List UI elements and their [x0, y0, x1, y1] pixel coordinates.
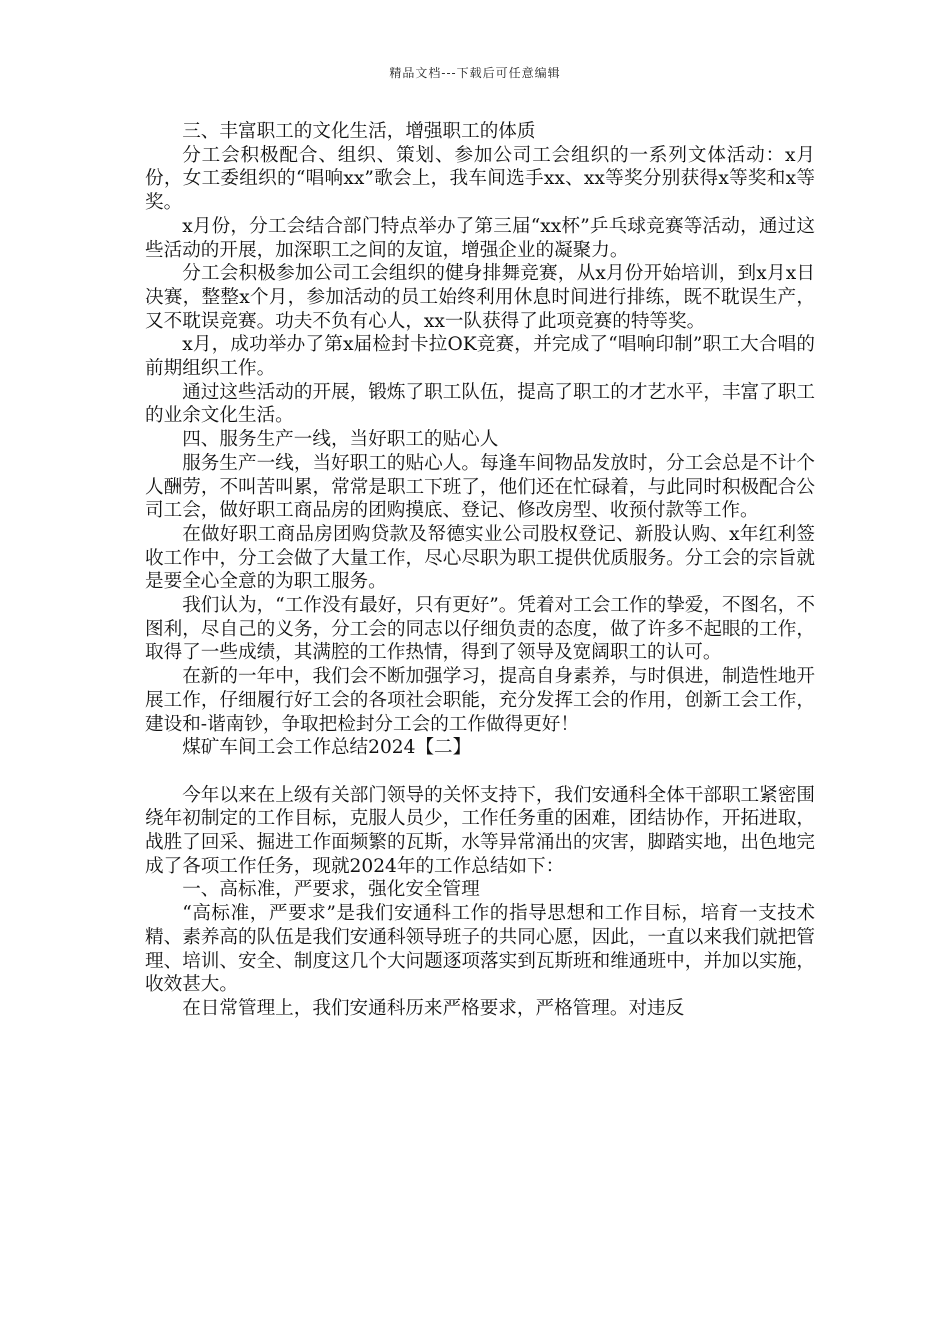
paragraph: “高标准，严要求”是我们安通科工作的指导思想和工作目标，培育一支技术精、素养高的队伍是我们安通科领导班子的共同心愿，因此，一直以来我们就把管理、培训、安全、制度这几个大问题逐项落实到瓦斯班和维通班中，并加以实施，收效甚大。 — [145, 903, 815, 996]
blank-line — [145, 760, 815, 784]
paragraph: 在新的一年中，我们会不断加强学习，提高自身素养，与时俱进，制造性地开展工作，仔细履行好工会的各项社会职能，充分发挥工会的作用，创新工会工作，建设和-谐南钞，争取把检封分工会的工作做得更好！ — [145, 666, 815, 735]
paragraph: 通过这些活动的开展，锻炼了职工队伍，提高了职工的才艺水平，丰富了职工的业余文化生活。 — [145, 381, 815, 427]
paragraph: x月份，分工会结合部门特点举办了第三届“xx杯”乒乓球竞赛等活动，通过这些活动的开展，加深职工之间的友谊，增强企业的凝聚力。 — [145, 215, 815, 261]
section-heading-4: 四、服务生产一线，当好职工的贴心人 — [182, 429, 499, 451]
paragraph: 我们认为，“工作没有最好，只有更好”。凭着对工会工作的挚爱，不图名，不图利，尽自己的义务，分工会的同志以仔细负责的态度，做了许多不起眼的工作，取得了一些成绩，其满腔的工作热情，得到了领导及宽阔职工的认可。 — [145, 595, 815, 664]
document-body — [145, 120, 815, 1021]
paragraph: 服务生产一线，当好职工的贴心人。每逢车间物品发放时，分工会总是不计个人酬劳，不叫苦叫累，常常是职工下班了，他们还在忙碌着，与此同时积极配合公司工会，做好职工商品房的团购摸底、登记、修改房型、收预付款等工作。 — [145, 452, 815, 522]
page-header: 精品文档---下载后可任意编辑 — [389, 66, 561, 80]
paragraph: 分工会积极配合、组织、策划、参加公司工会组织的一系列文体活动：x月份，女工委组织的“唱响xx”歌会上，我车间选手xx、xx等奖分别获得x等奖和x等奖。 — [145, 144, 815, 214]
paragraph: 在做好职工商品房团购贷款及帑德实业公司股权登记、新股认购、x年红利签收工作中，分工会做了大量工作，尽心尽职为职工提供优质服务。分工会的宗旨就是要全心全意的为职工服务。 — [145, 523, 815, 593]
paragraph: 分工会积极参加公司工会组织的健身排舞竞赛，从x月份开始培训，到x月x日决赛，整整x个月，参加活动的员工始终利用休息时间进行排练，既不耽误生产，又不耽误竞赛。功夫不负有心人，xx一队获得了此项竞赛的特等奖。 — [145, 263, 815, 332]
section-heading-1: 一、高标准，严要求，强化安全管理 — [182, 879, 480, 901]
section-heading-3: 三、丰富职工的文化生活，增强职工的体质 — [182, 121, 536, 142]
paragraph: x月，成功举办了第x届检封卡拉OK竞赛，并完成了“唱响印制”职工大合唱的前期组织工作。 — [145, 334, 815, 380]
paragraph: 今年以来在上级有关部门领导的关怀支持下，我们安通科全体干部职工紧密围绕年初制定的工作目标，克服人员少，工作任务重的困难，团结协作，开拓进取，战胜了回采、掘进工作面频繁的瓦斯，水等异常涌出的灾害，脚踏实地，出色地完成了各项工作任务，现就2024年的工作总结如下： — [145, 784, 815, 877]
document-subtitle: 煤矿车间工会工作总结2024【二】 — [182, 737, 472, 759]
paragraph: 在日常管理上，我们安通科历来严格要求，严格管理。对违反 — [182, 998, 685, 1019]
